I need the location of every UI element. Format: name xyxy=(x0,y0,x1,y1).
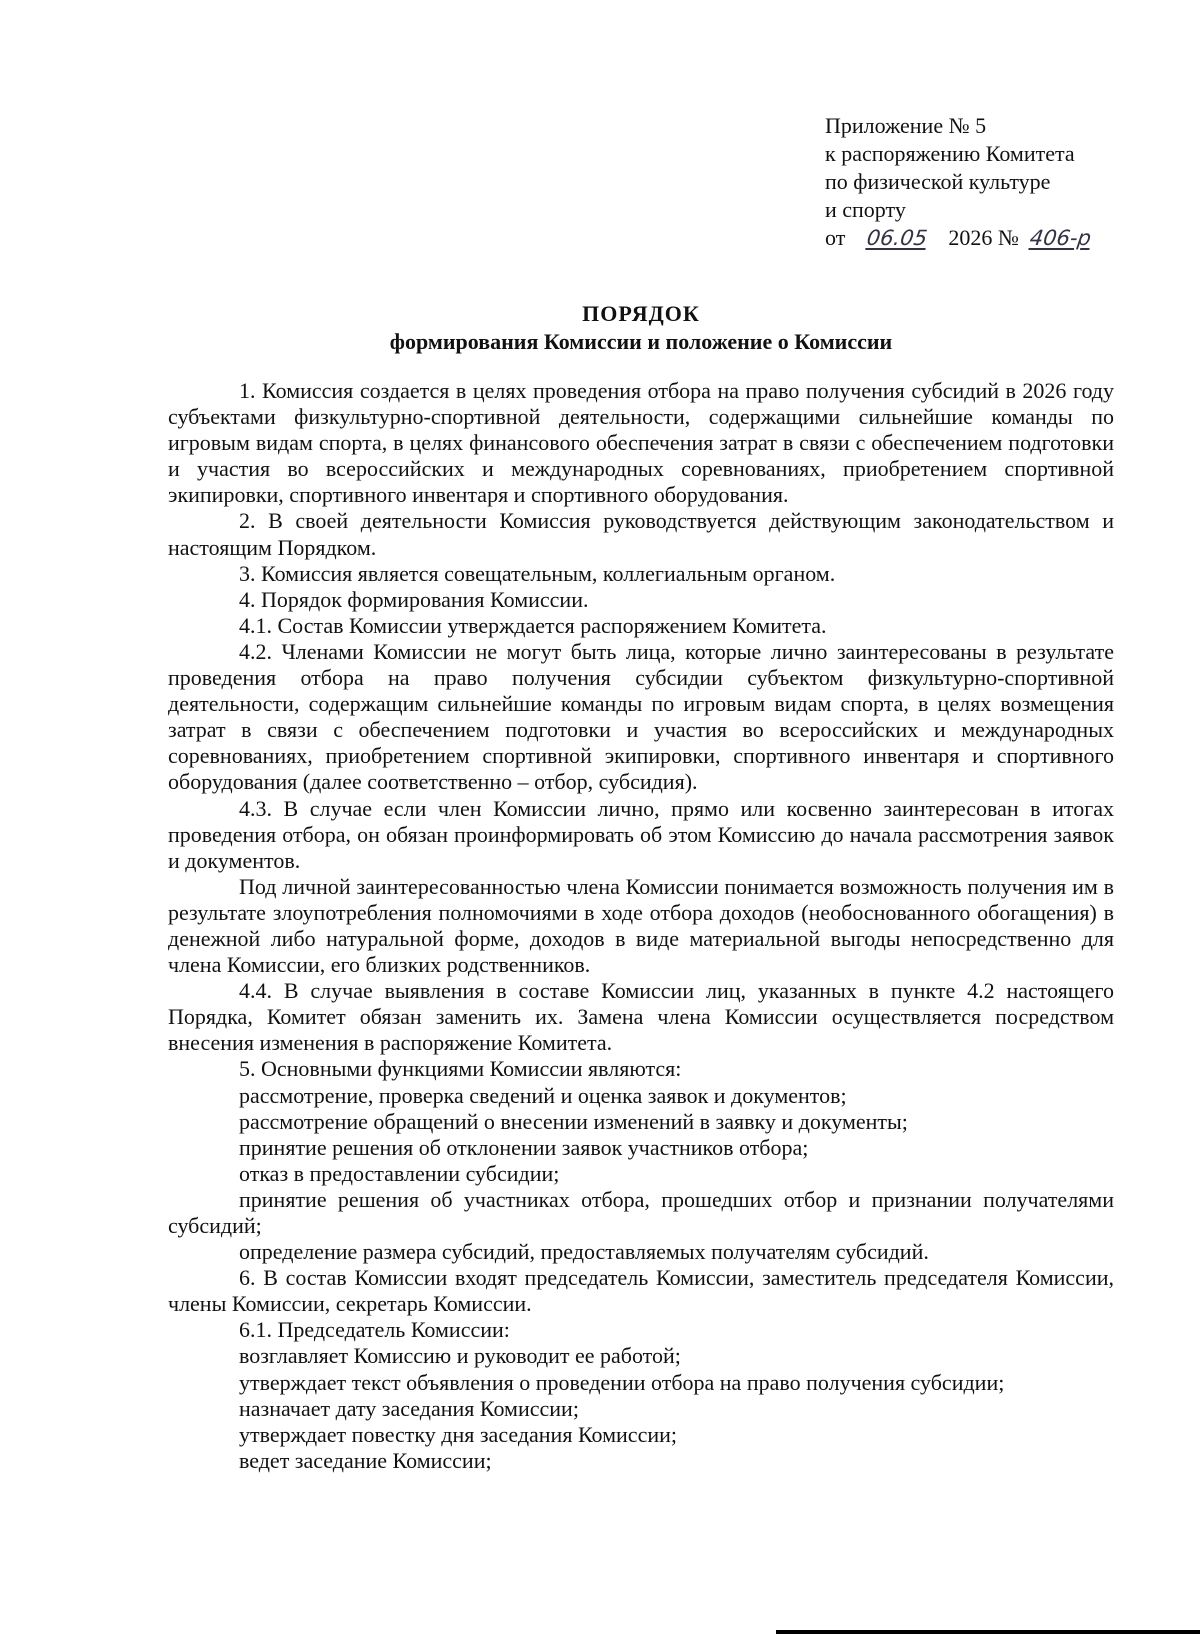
paragraph: 4. Порядок формирования Комиссии. xyxy=(239,586,589,612)
appendix-line: по физической культуре xyxy=(825,169,1051,194)
title-subtitle: формирования Комиссии и положение о Комиссии xyxy=(389,329,893,354)
paragraph: назначает дату заседания Комиссии; xyxy=(239,1395,579,1421)
paragraph: рассмотрение обращений о внесении изменений в заявку и документы; xyxy=(239,1108,908,1134)
paragraph: 1. Комиссия создается в целях проведения отбора на право получения субсидий в 2026 году субъектами физкультурно-спортивной деятельности, содержащими сильнейшие команды по игровым видам спорта, в целях финансового обеспечения затрат в связи с обеспечением подготовки и участия во всероссийских и международных соревнованиях, приобретением спортивной экипировки, спортивного инвентаря и спортивного оборудования. xyxy=(168,378,1114,508)
appendix-block xyxy=(825,112,1155,252)
paragraph: 5. Основными функциями Комиссии являются: xyxy=(239,1056,682,1082)
paragraph: 3. Комиссия является совещательным, коллегиальным органом. xyxy=(239,560,836,586)
scan-edge-rule xyxy=(776,1630,1200,1634)
paragraph: 4.4. В случае выявления в составе Комиссии лиц, указанных в пункте 4.2 настоящего Порядка, Комитет обязан заменить их. Замена члена Комиссии осуществляется посредством внесения изменения в распоряжение Комитета. xyxy=(168,978,1114,1056)
paragraph: 6. В состав Комиссии входят председатель Комиссии, заместитель председателя Комиссии, члены Комиссии, секретарь Комиссии. xyxy=(168,1265,1114,1317)
paragraph: утверждает повестку дня заседания Комиссии; xyxy=(239,1421,677,1447)
paragraph: принятие решения об отклонении заявок участников отбора; xyxy=(239,1134,809,1160)
appendix-line: и спорту xyxy=(825,197,906,222)
paragraph: 6.1. Председатель Комиссии: xyxy=(239,1317,510,1343)
handwritten-date: 06.05 xyxy=(865,226,929,250)
handwritten-number: 406-р xyxy=(1028,226,1094,250)
paragraph: возглавляет Комиссию и руководит ее работой; xyxy=(239,1343,681,1369)
paragraph: 4.3. В случае если член Комиссии лично, прямо или косвенно заинтересован в итогах проведения отбора, он обязан проинформировать об этом Комиссию до начала рассмотрения заявок и документов. xyxy=(168,795,1114,873)
appendix-line: Приложение № 5 xyxy=(825,113,987,138)
appendix-line: к распоряжению Комитета xyxy=(825,141,1075,166)
title-main: ПОРЯДОК xyxy=(582,301,700,326)
paragraph: 4.1. Состав Комиссии утверждается распоряжением Комитета. xyxy=(239,612,827,638)
paragraph: ведет заседание Комиссии; xyxy=(239,1447,492,1473)
paragraph: отказ в предоставлении субсидии; xyxy=(239,1160,560,1186)
document-title xyxy=(168,300,1114,356)
appendix-date-line xyxy=(825,224,1155,252)
paragraph: 2. В своей деятельности Комиссия руководствуется действующим законодательством и настоящим Порядком. xyxy=(168,508,1114,560)
paragraph: утверждает текст объявления о проведении отбора на право получения субсидии; xyxy=(239,1369,1005,1395)
year-number-label: 2026 № xyxy=(948,225,1019,250)
paragraph: рассмотрение, проверка сведений и оценка заявок и документов; xyxy=(239,1082,847,1108)
date-prefix: от xyxy=(825,225,846,250)
paragraph: принятие решения об участниках отбора, прошедших отбор и признании получателями субсидий; xyxy=(168,1186,1114,1238)
paragraph: Под личной заинтересованностью члена Комиссии понимается возможность получения им в результате злоупотребления полномочиями в ходе отбора доходов (необоснованного обогащения) в денежной либо натуральной форме, доходов в виде материальной выгоды непосредственно для члена Комиссии, его близких родственников. xyxy=(168,873,1114,978)
paragraph: 4.2. Членами Комиссии не могут быть лица, которые лично заинтересованы в результате проведения отбора на право получения субсидии субъектом физкультурно-спортивной деятельности, содержащим сильнейшие команды по игровым видам спорта, в целях возмещения затрат в связи с обеспечением подготовки и участия во всероссийских и международных соревнованиях, приобретением спортивной экипировки, спортивного инвентаря и спортивного оборудования (далее соответственно – отбор, субсидия). xyxy=(168,638,1114,795)
document-body xyxy=(168,378,1114,1474)
paragraph: определение размера субсидий, предоставляемых получателям субсидий. xyxy=(239,1239,929,1265)
